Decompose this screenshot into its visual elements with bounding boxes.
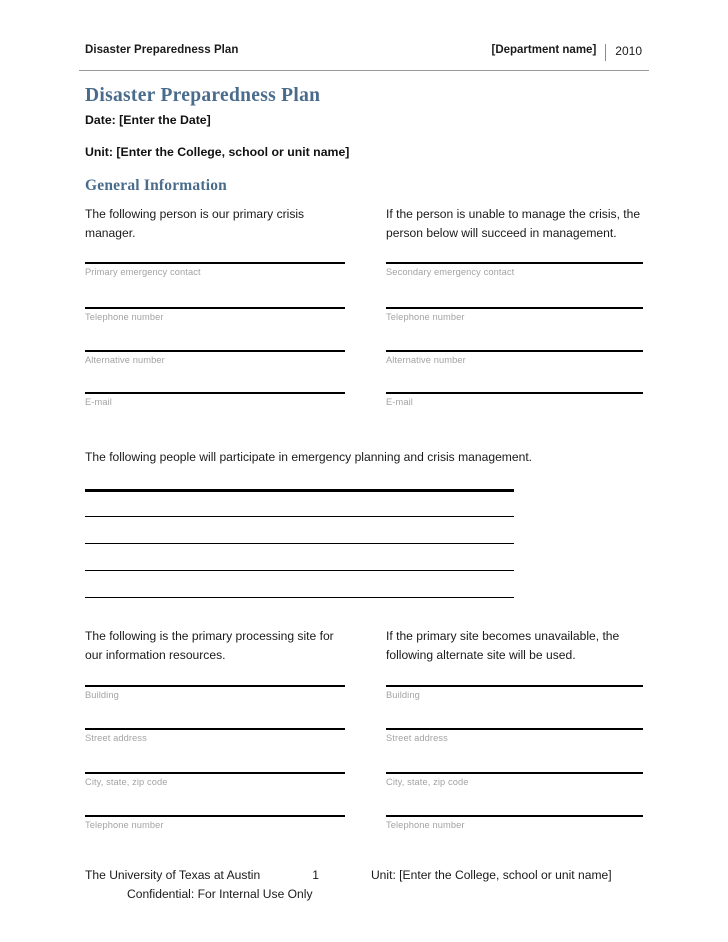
unit-line: Unit: [Enter the College, school or unit name] <box>85 145 350 159</box>
field-email-secondary[interactable] <box>386 392 643 407</box>
footer-confidentiality-notice: Confidential: For Internal Use Only <box>127 887 313 901</box>
field-telephone-number-primary-site[interactable] <box>85 815 345 830</box>
field-label: Alternative number <box>386 355 466 365</box>
date-line: Date: [Enter the Date] <box>85 113 211 127</box>
field-label: City, state, zip code <box>386 777 469 787</box>
field-alternative-number-primary[interactable] <box>85 350 345 365</box>
field-telephone-number-secondary[interactable] <box>386 307 643 322</box>
header-department-name: [Department name] <box>491 44 597 56</box>
footer-page-number: 1 <box>312 868 319 882</box>
field-telephone-number-alternate-site[interactable] <box>386 815 643 830</box>
field-building-alternate[interactable] <box>386 685 643 700</box>
field-label: Telephone number <box>386 820 465 830</box>
field-label: E-mail <box>386 397 413 407</box>
running-footer <box>85 866 665 904</box>
page-title: Disaster Preparedness Plan <box>85 85 321 106</box>
field-label: E-mail <box>85 397 112 407</box>
running-header <box>79 44 649 71</box>
footer-unit: Unit: [Enter the College, school or unit name] <box>370 868 612 882</box>
header-document-title: Disaster Preparedness Plan <box>85 44 239 56</box>
field-building-primary[interactable] <box>85 685 345 700</box>
field-label: Building <box>85 690 119 700</box>
field-label: Secondary emergency contact <box>386 267 515 277</box>
field-email-primary[interactable] <box>85 392 345 407</box>
crisis-manager-paragraph-left: The following person is our primary crisis manager. <box>85 207 305 240</box>
participants-intro-paragraph: The following people will participate in emergency planning and crisis management. <box>85 450 533 464</box>
field-street-address-primary[interactable] <box>85 728 345 743</box>
participant-blank-line-2[interactable] <box>85 516 514 517</box>
field-label: Street address <box>386 733 448 743</box>
field-label: Building <box>386 690 420 700</box>
header-year: 2010 <box>615 44 642 58</box>
primary-site-paragraph: The following is the primary processing site for our information resources. <box>85 629 334 662</box>
header-vertical-divider <box>605 44 606 61</box>
field-primary-emergency-contact[interactable] <box>85 262 345 277</box>
field-city-state-zip-alternate[interactable] <box>386 772 643 787</box>
field-label: Telephone number <box>85 820 164 830</box>
alternate-site-paragraph: If the primary site becomes unavailable, the following alternate site will be used. <box>386 629 620 662</box>
footer-primary-row <box>85 866 665 885</box>
field-label: Primary emergency contact <box>85 267 201 277</box>
participant-blank-line-4[interactable] <box>85 570 514 571</box>
field-label: Street address <box>85 733 147 743</box>
field-city-state-zip-primary[interactable] <box>85 772 345 787</box>
field-secondary-emergency-contact[interactable] <box>386 262 643 277</box>
crisis-manager-paragraph-right: If the person is unable to manage the crisis, the person below will succeed in management. <box>386 207 641 240</box>
header-right-group <box>491 44 649 61</box>
field-label: Alternative number <box>85 355 165 365</box>
field-label: City, state, zip code <box>85 777 168 787</box>
field-label: Telephone number <box>85 312 164 322</box>
participant-blank-line-5[interactable] <box>85 597 514 598</box>
field-telephone-number-primary[interactable] <box>85 307 345 322</box>
field-alternative-number-secondary[interactable] <box>386 350 643 365</box>
participant-blank-line-3[interactable] <box>85 543 514 544</box>
field-label: Telephone number <box>386 312 465 322</box>
footer-organization: The University of Texas at Austin <box>85 868 261 882</box>
section-heading-general-information: General Information <box>85 177 227 194</box>
participant-blank-line-1[interactable] <box>85 489 514 492</box>
field-street-address-alternate[interactable] <box>386 728 643 743</box>
